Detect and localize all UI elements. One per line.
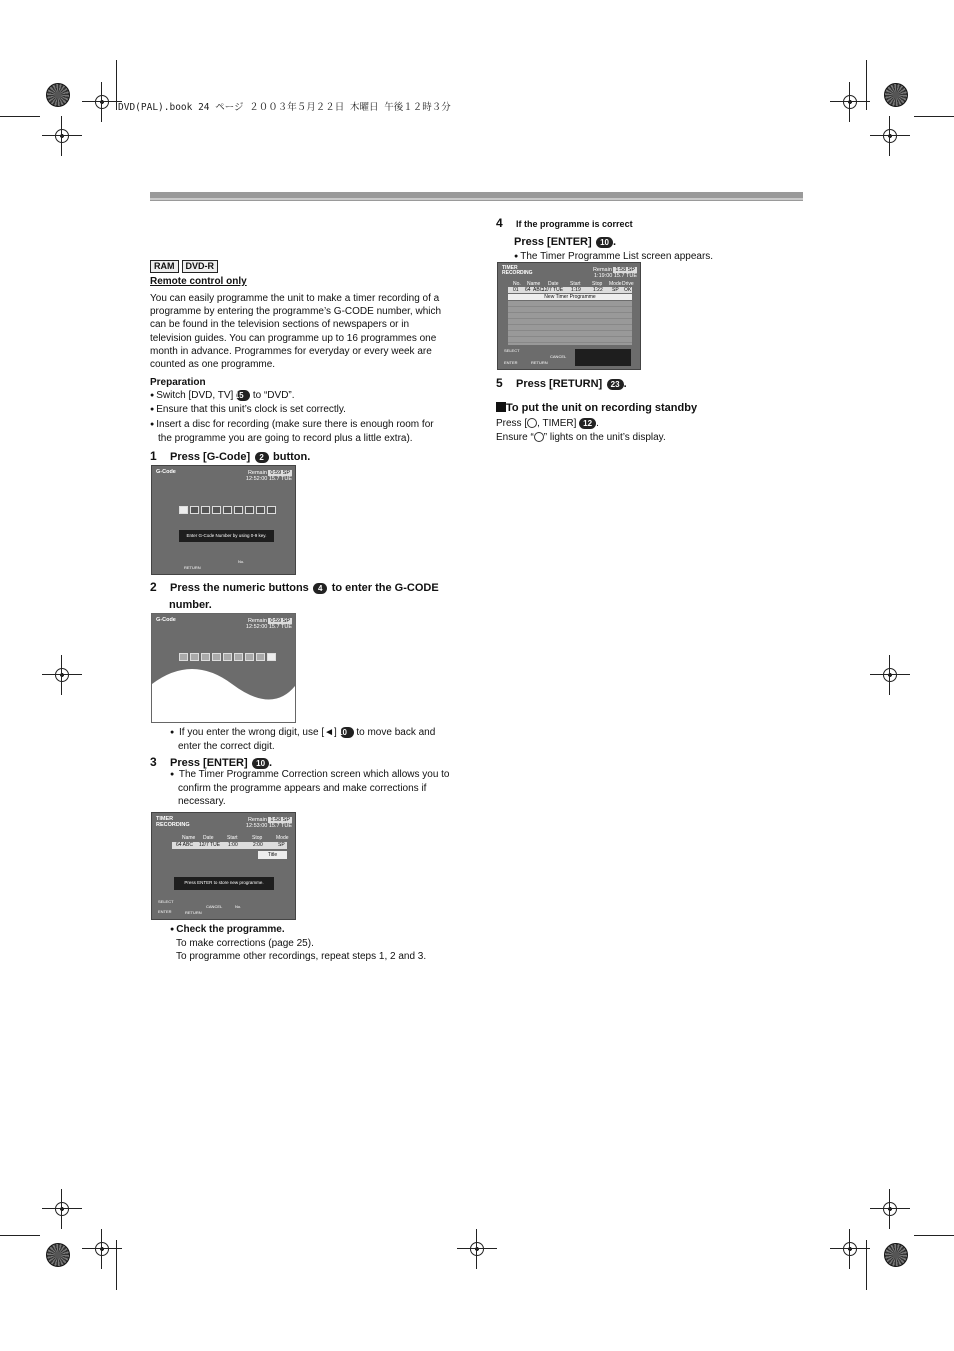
crosshair-mark bbox=[870, 655, 910, 695]
digit-box bbox=[256, 506, 265, 514]
crosshair-mark bbox=[870, 116, 910, 156]
remote-only-note: Remote control only bbox=[150, 276, 247, 287]
disc-tags bbox=[150, 256, 221, 274]
registration-disk-bl bbox=[46, 1243, 70, 1267]
intro-line: television guides. You can programme up to 16 programmes one bbox=[150, 332, 437, 344]
timer-correction-screen: TIMER RECORDING Remain 1:58 SP 12:53:00 15.7 TUE Name Date Start Stop Mode 64 ABC 12/7 TUE 1:00 2:00 SP Title Press ENTER to store new programme. SELECT ENTER RETURN CANCEL No. bbox=[151, 812, 296, 920]
cancel-label: CANCEL bbox=[550, 354, 567, 359]
preparation-section bbox=[150, 376, 470, 445]
step-1: 1 Press [G-Code] 2 button. bbox=[150, 449, 311, 463]
digit-box bbox=[245, 506, 254, 514]
square-bullet-icon bbox=[496, 402, 506, 412]
crop-line bbox=[866, 60, 867, 110]
info-panel bbox=[575, 349, 631, 366]
column-header: Drive bbox=[622, 281, 634, 287]
programme-row: 64 ABC 12/7 TUE 1:00 2:00 SP bbox=[172, 842, 287, 849]
column-header: Mode bbox=[609, 281, 622, 287]
column-header: No. bbox=[513, 281, 521, 287]
digit-box bbox=[234, 653, 243, 661]
registration-disk-br bbox=[884, 1243, 908, 1267]
step-3-note: ● The Timer Programme Correction screen which allows you to confirm the programme appears and make corrections if necessary. bbox=[170, 768, 478, 809]
button-number-badge: 12 bbox=[579, 418, 596, 429]
digit-box bbox=[256, 653, 265, 661]
button-number-badge: 10 bbox=[340, 727, 354, 738]
cancel-label: CANCEL bbox=[206, 904, 223, 909]
crop-line bbox=[914, 116, 954, 117]
enter-label: ENTER bbox=[158, 909, 172, 914]
column-header: Date bbox=[548, 281, 559, 287]
no-label: No. bbox=[238, 559, 245, 564]
timer-clock-icon bbox=[534, 432, 544, 442]
registration-disk-tl bbox=[46, 83, 70, 107]
page-curl-graphic bbox=[152, 614, 295, 722]
gcode-message: Enter G-Code Number by using 0-9 key. bbox=[179, 530, 274, 542]
title-bar-underline bbox=[150, 198, 803, 200]
button-number-badge: 10 bbox=[596, 237, 613, 248]
column-header: Stop bbox=[592, 281, 603, 287]
digit-box bbox=[179, 653, 188, 661]
step-4-note: ● The Timer Programme List screen appears. bbox=[514, 250, 796, 264]
check-heading: ● Check the programme. bbox=[170, 923, 470, 937]
return-label: RETURN bbox=[531, 360, 548, 365]
preparation-item: ● Insert a disc for recording (make sure there is enough room for the programme you are going to record plus a little extra). bbox=[150, 418, 470, 445]
disc-tag-ram: RAM bbox=[150, 260, 179, 273]
crop-line bbox=[0, 1235, 40, 1236]
registration-disk-tr bbox=[884, 83, 908, 107]
gcode-entry-screen: G-Code Remain 0:59 SP 12:52:00 15.7 TUE bbox=[151, 613, 296, 723]
digit-box bbox=[245, 653, 254, 661]
programme-list-row[interactable]: 01 64 ABC 12/7 TUE 1:19 1:22 SP OK bbox=[508, 287, 632, 293]
crosshair-mark bbox=[830, 82, 870, 122]
step-2: 2 Press the numeric buttons 4 to enter the G-CODE number. bbox=[150, 580, 439, 611]
digit-box bbox=[267, 653, 276, 661]
disc-tag-dvdr: DVD-R bbox=[182, 260, 219, 273]
intro-line: counted as one programme. bbox=[150, 359, 276, 371]
step-3: 3 Press [ENTER] 10 . bbox=[150, 755, 273, 769]
digit-box bbox=[179, 506, 188, 514]
crop-line bbox=[116, 1240, 117, 1290]
step-2-note: ● If you enter the wrong digit, use [◄] 10 to move back and enter the correct digit. bbox=[170, 726, 478, 753]
crop-line bbox=[116, 60, 117, 110]
crosshair-mark bbox=[42, 116, 82, 156]
crop-line bbox=[0, 116, 40, 117]
intro-line: programme by entering the programme’s G-CODE number, which bbox=[150, 306, 442, 318]
store-message: Press ENTER to store new programme. bbox=[174, 877, 274, 890]
crosshair-mark bbox=[42, 655, 82, 695]
print-header: DVD(PAL).book 24 ページ ２００３年５月２２日 木曜日 午後１２時３分 bbox=[118, 102, 451, 113]
remain-indicator: Remain 0:59 SP 12:52:00 15.7 TUE bbox=[245, 470, 292, 482]
digit-box bbox=[201, 506, 210, 514]
digit-box bbox=[267, 506, 276, 514]
return-label: RETURN bbox=[185, 910, 202, 915]
standby-section: To put the unit on recording standby Press [ , TIMER] 12 . Ensure “ ” lights on the unit’s display. bbox=[496, 401, 796, 444]
column-header: Start bbox=[227, 835, 238, 841]
column-header: Start bbox=[570, 281, 581, 287]
preparation-heading: Preparation bbox=[150, 377, 206, 388]
preparation-item: ● Ensure that this unit’s clock is set correctly. bbox=[150, 403, 470, 417]
column-header: Date bbox=[203, 835, 214, 841]
timer-list-screen: TIMER RECORDING Remain 1:58 SP 1:19:00 15.7 TUE No. Name Date Start Stop Mode Drive 01 64 ABC 12/7 TUE 1:19 1:22 SP OK New Timer Programme SELECT ENTER RETURN CANCEL bbox=[497, 262, 641, 370]
check-section: ● Check the programme. To make corrections (page 25). To programme other recordings, repeat steps 1, 2 and 3. bbox=[170, 923, 470, 964]
intro-line: can be found in the television sections of newspapers or in bbox=[150, 319, 410, 331]
remain-indicator: Remain 1:58 SP 12:53:00 15.7 TUE bbox=[245, 817, 292, 829]
digit-box bbox=[223, 653, 232, 661]
crosshair-mark bbox=[42, 1189, 82, 1229]
intro-paragraph bbox=[150, 292, 470, 371]
crosshair-mark bbox=[870, 1189, 910, 1229]
digit-box bbox=[201, 653, 210, 661]
digit-box bbox=[212, 653, 221, 661]
empty-list-rows bbox=[508, 301, 632, 345]
timer-clock-icon bbox=[527, 418, 537, 428]
new-timer-programme-row[interactable]: New Timer Programme bbox=[508, 294, 632, 300]
gcode-screen: G-Code Remain 0:59 SP 12:52:00 15.7 TUE Enter G-Code Number by using 0-9 key. RETURN No. bbox=[151, 465, 296, 575]
no-label: No. bbox=[235, 904, 242, 909]
return-label: RETURN bbox=[184, 565, 201, 570]
step-4: 4 If the programme is correct Press [ENTER] 10 . ● The Timer Programme List screen appears. bbox=[496, 214, 796, 264]
column-header: Name bbox=[527, 281, 541, 287]
remain-indicator: Remain 0:59 SP 12:52:00 15.7 TUE bbox=[245, 618, 292, 630]
remain-indicator: Remain 1:58 SP 1:19:00 15.7 TUE bbox=[592, 267, 637, 279]
column-header: Mode bbox=[276, 835, 289, 841]
digit-box bbox=[223, 506, 232, 514]
standby-heading: To put the unit on recording standby bbox=[496, 401, 796, 414]
crosshair-mark bbox=[457, 1229, 497, 1269]
digit-box bbox=[190, 653, 199, 661]
digit-box bbox=[212, 506, 221, 514]
enter-label: ENTER bbox=[504, 360, 518, 365]
digit-box bbox=[190, 506, 199, 514]
column-header: Name bbox=[182, 835, 196, 841]
select-label: SELECT bbox=[504, 348, 520, 353]
button-number-badge: 4 bbox=[313, 583, 327, 594]
crop-line bbox=[914, 1235, 954, 1236]
intro-line: month in advance. Programmes for everyday or every week are bbox=[150, 345, 432, 357]
crop-line bbox=[866, 1240, 867, 1290]
title-button[interactable]: Title bbox=[258, 851, 287, 859]
preparation-item: ● Switch [DVD, TV] 15 to “DVD”. bbox=[150, 389, 470, 403]
button-number-badge: 10 bbox=[252, 758, 269, 769]
intro-line: You can easily programme the unit to make a timer recording of a bbox=[150, 293, 440, 304]
button-number-badge: 23 bbox=[607, 379, 624, 390]
column-header: Stop bbox=[252, 835, 263, 841]
button-number-badge: 2 bbox=[255, 452, 269, 463]
crosshair-mark bbox=[830, 1229, 870, 1269]
step-5: 5 Press [RETURN] 23 . bbox=[496, 376, 627, 390]
digit-box bbox=[234, 506, 243, 514]
select-label: SELECT bbox=[158, 899, 174, 904]
button-number-badge: 15 bbox=[236, 390, 250, 401]
